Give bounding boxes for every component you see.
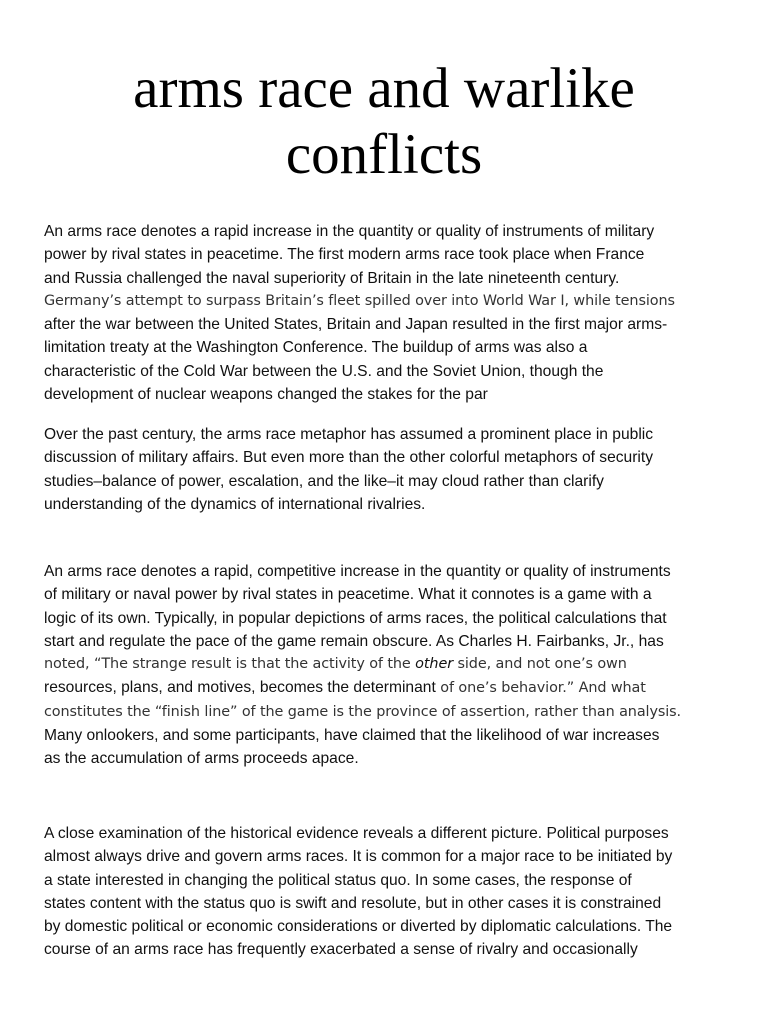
- paragraph-3-line: An arms race denotes a rapid, competitive increase in the quantity or quality of instruments: [44, 563, 671, 580]
- quote-text: side, and not one’s own: [453, 656, 627, 673]
- quote-text: of one’s behavior.” And what: [435, 680, 646, 697]
- paragraph-2-line: Over the past century, the arms race metaphor has assumed a prominent place in public: [44, 426, 654, 443]
- paragraph-1: [44, 220, 734, 406]
- paragraph-3-line: start and regulate the pace of the game remain obscure. As Charles H. Fairbanks, Jr., has: [44, 632, 664, 650]
- paragraph-3-line: [44, 653, 734, 676]
- paragraph-2-line: understanding of the dynamics of international rivalries.: [44, 495, 426, 513]
- paragraph-1-line: An arms race denotes a rapid increase in the quantity or quality of instruments of military: [44, 223, 655, 240]
- paragraph-3: [44, 560, 734, 771]
- paragraph-4-line: course of an arms race has frequently exacerbated a sense of rivalry and occasionally: [44, 941, 638, 959]
- page-title: [0, 56, 768, 188]
- paragraph-1-line: Germany’s attempt to surpass Britain’s fleet spilled over into World War I, while tensions: [44, 292, 675, 309]
- emphasis-other: other: [415, 656, 454, 673]
- paragraph-3-line: of military or naval power by rival states in peacetime. What it connotes is a game with a: [44, 586, 652, 604]
- quote-text: resources, plans, and motives, becomes the determinant: [44, 679, 436, 697]
- paragraph-3-line: Many onlookers, and some participants, have claimed that the likelihood of war increases: [44, 727, 660, 745]
- paragraph-1-line: limitation treaty at the Washington Conference. The buildup of arms was also a: [44, 339, 588, 357]
- paragraph-4-line: states content with the status quo is swift and resolute, but in other cases it is constrained: [44, 894, 662, 912]
- paragraph-3-line: constitutes the “finish line” of the game is the province of assertion, rather than analysis.: [44, 703, 682, 720]
- quote-text: noted, “The strange result is that the activity of the: [44, 656, 416, 673]
- paragraph-3-line: [44, 676, 734, 700]
- page-title-line-1: arms race and warlike: [133, 57, 635, 120]
- paragraph-3-line: as the accumulation of arms proceeds apace.: [44, 750, 359, 768]
- paragraph-1-line: power by rival states in peacetime. The first modern arms race took place when France: [44, 246, 645, 264]
- paragraph-4: [44, 822, 734, 962]
- paragraph-4-line: a state interested in changing the political status quo. In some cases, the response of: [44, 871, 632, 889]
- paragraph-4-line: A close examination of the historical evidence reveals a different picture. Political purposes: [44, 825, 669, 842]
- paragraph-4-line: almost always drive and govern arms races. It is common for a major race to be initiated by: [44, 848, 673, 866]
- paragraph-2-line: studies–balance of power, escalation, and the like–it may cloud rather than clarify: [44, 472, 604, 490]
- paragraph-2: [44, 423, 734, 516]
- paragraph-3-line: logic of its own. Typically, in popular depictions of arms races, the political calculations that: [44, 609, 667, 627]
- paragraph-4-line: by domestic political or economic considerations or diverted by diplomatic calculations. The: [44, 918, 673, 936]
- paragraph-2-line: discussion of military affairs. But even more than the other colorful metaphors of security: [44, 449, 654, 467]
- paragraph-1-line: and Russia challenged the naval superiority of Britain in the late nineteenth century.: [44, 269, 620, 287]
- paragraph-1-line: characteristic of the Cold War between the U.S. and the Soviet Union, though the: [44, 362, 604, 380]
- paragraph-1-line: development of nuclear weapons changed the stakes for the par: [44, 386, 488, 404]
- page-title-line-2: conflicts: [285, 123, 483, 186]
- paragraph-1-line: after the war between the United States, Britain and Japan resulted in the first major arms-: [44, 316, 668, 334]
